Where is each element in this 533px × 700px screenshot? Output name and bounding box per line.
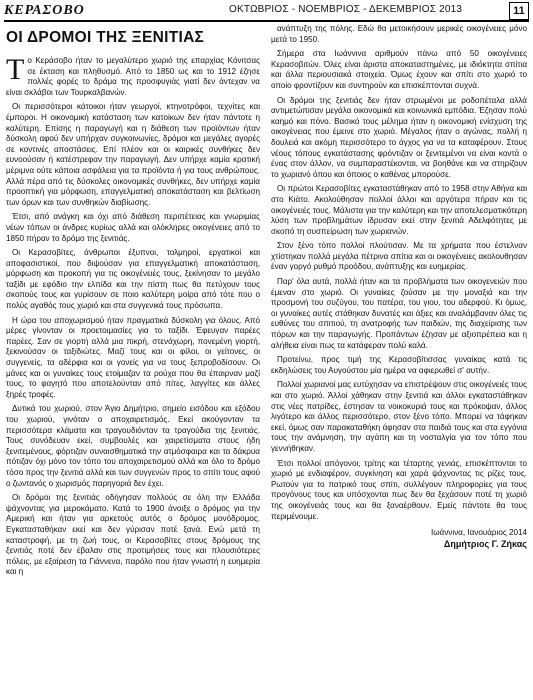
article-paragraph (271, 49, 527, 91)
article-paragraph (271, 380, 527, 454)
signature-block (271, 528, 527, 549)
paragraph-text: Δυτικά του χωριού, στον Άγιο Δημήτριο, σημείο εισόδου και εξόδου του χωριού, γινόταν ο αποχαιρετισμός. Εκεί ακούγονταν τα περισσότερα κλάματα και τραγουδιόνταν τα τραγούδια της ξενιτιάς. Τους συνόδευαν εκεί, συμβουλές και χαιρετίσματα στους ήδη ξενιτεμένους, φόρτιζαν συναισθηματικά την ατμόσφαιρα και τα δάκρυα πότιζαν όχι μόνο τον τόπο του αποχαιρετισμού αλλά και όλο το δρόμο τόσο προς την ξενιτιά αλλά και των συγγενών προς το σπίτι τους αφού ο ζωντανός ο χωρισμός παρηγοριά δεν έχει. (6, 404, 260, 488)
paragraph-text: Προτείνω, προς τιμή της Κερασοβίτισσας γυναίκας κατά τις εκδηλώσεις του Αυγούστου μία ημέρα να αφιερωθεί σ' αυτήν. (271, 355, 527, 375)
article-paragraph (6, 404, 260, 489)
paragraph-text: Οι Κερασοβίτες, άνθρωποι έξυπνοι, τολμηροί, εργατικοί και αποφασιστικοί, που διψούσαν για επαγγελματική αποκατάσταση, μόρφωση και προκοπή για τις οικογένειές τους, ξεκίνησαν το μεγάλο ταξίδι με εφόδιο την ελπίδα και την πίστη πως θα πετύχουν τους σκοπούς τους και γυρίσουν σε ποιο καλύτερη μοίρα από τότε που ο πολύς αγαθός τους χωριό και στα συγγενικά τους πρόσωπα. (6, 248, 260, 311)
article-paragraph (271, 241, 527, 273)
page-number: 11 (509, 2, 529, 20)
masthead: ΚΕΡΑΣΟΒΟ (4, 3, 85, 18)
article-paragraph (6, 53, 260, 98)
article-paragraph (271, 96, 527, 181)
paragraph-text: Οι πρώτοι Κερασοβίτες εγκαταστάθηκαν από το 1958 στην Αθήνα και στο Κιάτο. Ακολούθησαν πολλοί άλλοι και αργότερα πήραν και τις οικογένειές τους. Μάλιστα για την καλύτερη και την αποτελεσματικότερη λύση των προβλημάτων ίδρυσαν εκεί στην ξενιτιά Αδελφότητες με σκοπό τη συσπείρωση των χωριανών. (271, 184, 527, 236)
paragraph-text: Σήμερα στα Ιωάννινα αριθμούν πάνω από 50 οικογένειες Κερασοβιτών. Όλες είναι άριστα αποκαταστημένες, με ιδιόκτητα σπίτια και άλλα περιουσιακά στοιχεία. Όμως έχουν και σπίτι στο χωριό το οποίο φροντίζουν και συντηρούν και επισκέπτονται συχνά. (271, 49, 527, 90)
article-paragraph (271, 459, 527, 523)
paragraph-text: Έτσι πολλοί απόγονοι, τρίτης και τέταρτης γενιάς, επισκέπτονται το χωριό με ενδιαφέρον, συγκίνηση και χαρά ψάχνοντας τις ρίζες τους. Ρωτούν για το πατρικό τους σπίτι, συλλέγουν πληροφορίες για τους προγόνους τους και υπόσχονται πως δεν θα ξεχάσουν ποτέ τη χωριό της οικογένειάς τους και θα ξαναέρθουν. Εμείς πάντοτε θα τους περιμένουμε. (271, 458, 527, 521)
paragraph-text: Πολλοί χωριανοί μας ευτύχησαν να επιστρέψουν στις οικογένειές τους και στο χωριό. Άλλοί χάθηκαν στην ξενιτιά και άλλοι εγκαταστάθηκαν στις νέες πατρίδες, έστησαν τα νοικοκυριά τους και πρόκοψαν, άλλος λιγότερο και άλλος περισσότερο, στον ξένο τόπο. Μπορεί να τάφηκαν εκεί, όμως σαν παρακαταθήκη άφησαν στα παιδιά τους και στα εγγόνια τους την ανάμνηση, την αγάπη και τη νοσταλγία για τον τόπο που γεννήθηκαν. (271, 380, 527, 453)
paragraph-text: Έτσι, από ανάγκη και όχι από διάθεση περιπέτειας και γνωριμίας νέων τόπων οι άνδρες κυρίως αλλά και ολόκληρες οικογένειες από το 1850 πήραν το δρόμο της ξενιτιάς. (6, 212, 260, 243)
page-header (4, 2, 529, 22)
article-paragraph (271, 24, 527, 45)
left-paragraphs (6, 53, 260, 578)
article-title: ΟΙ ΔΡΟΜΟΙ ΤΗΣ ΞΕΝΙΤΙΑΣ (6, 29, 205, 46)
paragraph-text: ο Κεράσοβο ήταν το μεγαλύτερο χωριό της επαρχίας Κόνιτσας σε έκταση και πληθυσμό. Από το 1850 ως και το 1912 έζησε πολλές φορές το δράμα της προσφυγιάς γιατί δεν άντεχαν να είναι σκλάβοι των Τουρκαλβανών. (6, 56, 260, 97)
right-paragraphs (271, 24, 527, 522)
article-paragraph (6, 493, 260, 578)
paragraph-text: Οι περισσότεροι κάτοικοι ήταν γεωργοί, κτηνοτρόφοι, τεχνίτες και έμποροι. Η οικονομική κατάσταση των κατοίκων δεν ήταν πάντοτε η καλύτερη. Επίσης η παραγωγή και η διάθεση των προϊόντων ήταν δύσκολη αφού δεν υπήρχαν συγκοινωνίες, δρόμοι και μεγάλες αγορές σε κοντινές αποστάσεις. Επί πλέον και οι καιρικές συνθήκες δεν ευνοούσαν ή κατέστρεφαν την παραγωγή. Δεν υπήρχε καμία κρατική μέριμνα ούτε κάποια ασφάλεια για τα προϊόντα ή για τους ανθρώπους. Αλλά πέρα από τις δύσκολες οικονομικές συνθήκες, δεν υπήρχε καμία προοπτική για μόρφωση, επαγγελματική αποκατάσταση και βελτίωση των όρων και των συνθηκών διαβίωσης. (6, 102, 260, 207)
article-paragraph (271, 355, 527, 376)
drop-cap: Τ (6, 53, 25, 86)
article-column-left (6, 24, 260, 694)
article-column-right (271, 24, 527, 694)
article-paragraph (6, 212, 260, 244)
paragraph-text: Στον ξένο τόπο πολλοί πλούτισαν. Με τα χρήματα που έστελναν χτίστηκαν πολλά μεγάλα πέτρινα σπίτια και οι οικογένειες ακολουθησαν έναν γοργό ρυθμό προόδου, ανάπτυξης και ευημερίας. (271, 241, 527, 272)
article-paragraph (6, 102, 260, 208)
signature-place-date: Ιωάννινα, Ιανουάριος 2014 (430, 528, 527, 538)
paragraph-text: Παρ' όλα αυτά, πολλά ήταν και τα προβλήματα των οικογενειών που έμεναν στο χωριό. Οι γυναίκες ζούσαν με την μοναξιά και την προσμονή του συζύγου, του πατέρα, του γιου, του αδερφού. Κι όμως, οι γυναίκες αυτές στάθηκαν δυνατές και άξιες και αναλάμβαναν όλες τις ευθύνες του σπιτιού, τη ανατροφής των παιδιών, της διαχείρισης των πόρων και την παραγωγής. Προπάντων έζησαν με αξιοπρέπεια και η αλήθεια είναι πως τα κατάφεραν πολύ καλά. (271, 277, 527, 350)
paragraph-text: Η ώρα του αποχωρισμού ήταν πραγματικά δύσκολη για όλους. Από μέρες γίνονταν οι προετοιμασίες για το ταξίδι. Έφευγαν παρέες παρέες. Σαν σε γιορτή αλλά μια πικρή, στενάχωρη, πονεμένη γιορτή, ξεκινούσαν οι ταξιδιώτες. Μαζί τους και οι φίλοι, οι γείτονες, οι συγγενείς, τα αδέρφια και οι γονείς για να τους ξεπροβοδίσουν. Οι μάνες και οι γυναίκες τους ετοίμαζαν τα ρούχα που θα έπαιρναν μαζί τους, το φαγητό που αποτελούνταν από πίτες, λαγγίτες και άλλες ξηρές τροφές. (6, 315, 260, 399)
paragraph-text: ανάπτυξη της πόλης. Εδώ θα μετοικήσουν μερικές οικογένειες μόνο μετά το 1950. (271, 24, 527, 44)
paragraph-text: Οι δρόμοι της ξενιτιάς δεν ήταν στρωμένοι με ροδοπέταλα αλλά αντιμετώπισαν μεγάλα οικονομικά και κοινωνικά εμπόδια. Έζησαν πολύ καημό και πόνο. Βασικό τους μέλημα ήταν η οικονομική ενίσχυση της οικογένειας που έμεινε στο χωριό. Μέγαλος ήταν ο αγώνας, πολλή η δουλειά και ακόμη περισσότερο το άγχος για να τα καταφέρουν. Στους νέους τόπους εγκατάστασης φρόντιζαν οι ξενιτεμένοι να είναι κοντά ο ένας στον άλλον, να συμπαραστέκονται, να βοηθάνε και να στηρίζουν το χωριανό όπου και όποιος ο καθένας μπορούσε. (271, 95, 527, 179)
article-paragraph (6, 316, 260, 401)
issue-date: ΟΚΤΩΒΡΙΟΣ - ΝΟΕΜΒΡΙΟΣ - ΔΕΚΕΜΒΡΙΟΣ 2013 (229, 4, 463, 15)
paragraph-text: Οι δρόμοι της ξενιτιάς οδήγησαν πολλούς σε όλη την Ελλάδα ψάχνοντας για μεροκάματο. Κατά το 1900 άνοιξε ο δρόμος για την Αμερική και ήταν για αρκετούς αυτός ο δρόμος μονόδρομος. Εγκατασταθήκαν εκεί και δεν γύρισαν ποτέ ξανά. Ενώ μετά τη καταστροφή, με τη ζωή τους, οι Κερασοβίτες στους δρόμους της ξενιτιάς ποτέ δεν έβαλαν στις προτιμήσεις τους και πλουσιότερες πόλεις, με εξαίρεση τα Γιάννενα, παρόλο που ήταν γνωστή η ευημερία και η (6, 493, 260, 577)
signature-author: Δημήτριος Γ. Ζήκας (443, 538, 527, 549)
article-paragraph (6, 248, 260, 312)
article-paragraph (271, 184, 527, 237)
article-paragraph (271, 277, 527, 351)
